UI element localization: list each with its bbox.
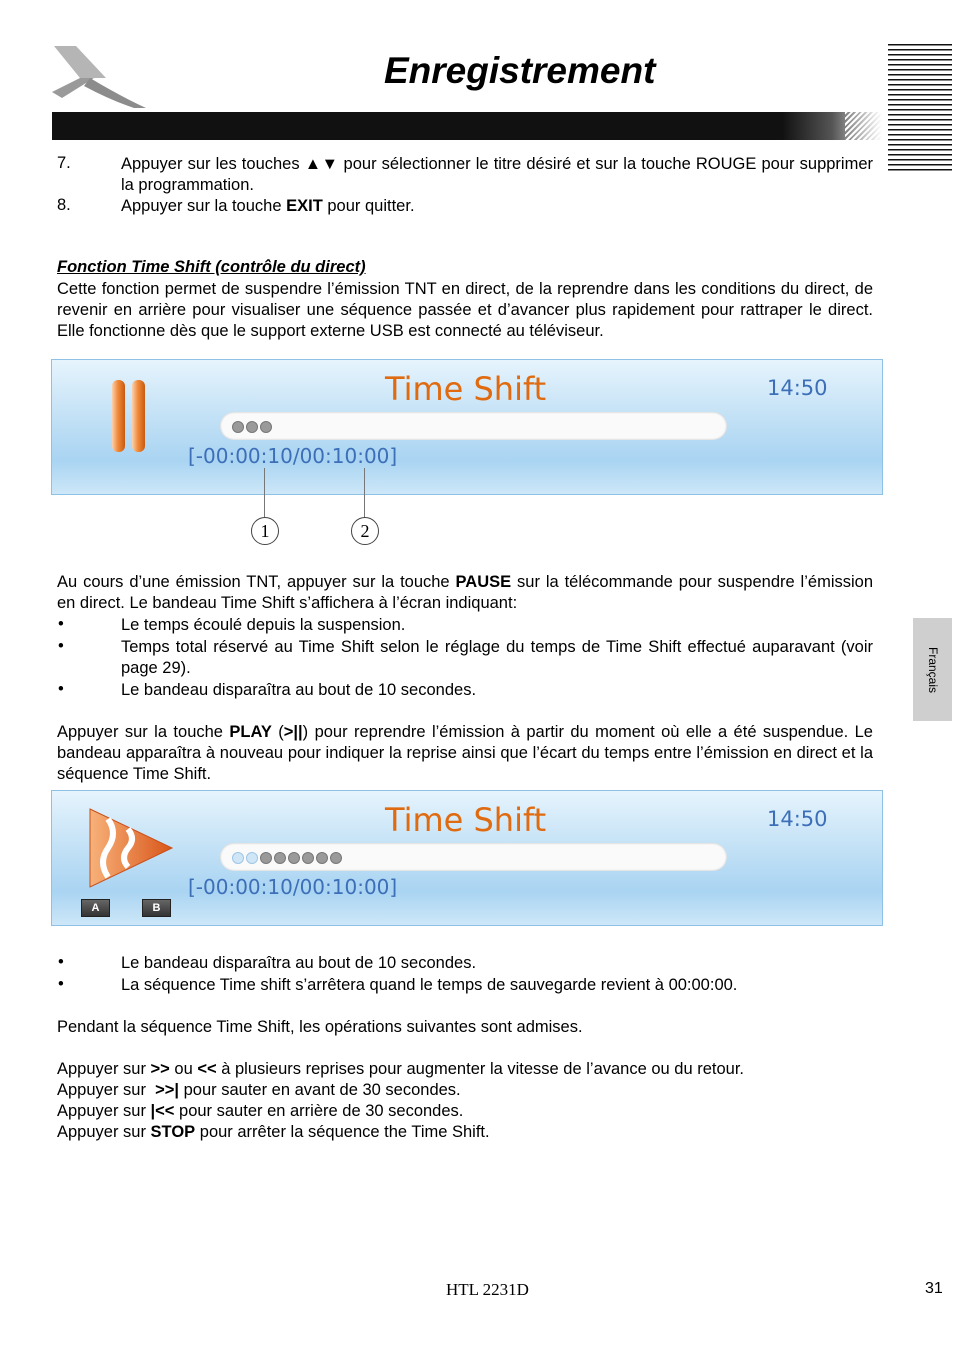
banner-title: Time Shift xyxy=(385,370,547,408)
header-stripes xyxy=(888,44,952,174)
callout-1: 1 xyxy=(251,517,279,545)
title-bar-hatch xyxy=(845,112,881,140)
time-range: [-00:00:10/00:10:00] xyxy=(188,875,398,899)
language-tab: Français xyxy=(913,618,952,721)
list-item: Le bandeau disparaîtra au bout de 10 secondes. xyxy=(121,681,477,699)
list-item: Le bandeau disparaîtra au bout de 10 secondes. xyxy=(121,954,477,972)
step-number: 7. xyxy=(57,154,71,172)
timeshift-banner-pause xyxy=(51,359,883,495)
op-line: Appuyer sur |<< pour sauter en arrière de 30 secondes. xyxy=(57,1102,464,1120)
bullet: • xyxy=(58,953,64,971)
model-name: HTL 2231D xyxy=(446,1280,529,1299)
banner-title: Time Shift xyxy=(385,801,547,839)
banner-clock: 14:50 xyxy=(767,376,828,400)
list-item: Le temps écoulé depuis la suspension. xyxy=(121,616,406,634)
play-icon xyxy=(86,805,176,891)
bullet: • xyxy=(58,975,64,993)
step-number: 8. xyxy=(57,196,71,214)
pause-icon xyxy=(112,380,125,452)
op-line: Appuyer sur STOP pour arrêter la séquence the Time Shift. xyxy=(57,1123,490,1141)
progress-bar xyxy=(220,843,727,871)
callout-2: 2 xyxy=(351,517,379,545)
step-text: Appuyer sur les touches ▲▼ pour sélectionner le titre désiré et sur la touche ROUGE pour supprimer la programmation. xyxy=(121,155,873,194)
timeshift-banner-play xyxy=(51,790,883,926)
key-b-button: B xyxy=(142,899,171,917)
time-range: [-00:00:10/00:10:00] xyxy=(188,444,398,468)
section-title: Fonction Time Shift (contrôle du direct) xyxy=(57,258,366,276)
key-a-button: A xyxy=(81,899,110,917)
pause-icon xyxy=(132,380,145,452)
pause-paragraph: Au cours d’une émission TNT, appuyer sur la touche PAUSE sur la télécommande pour suspendre l’émission en direct. Le bandeau Time Shift s’affichera à l’écran indiquant: xyxy=(57,573,873,612)
play-paragraph: Appuyer sur la touche PLAY (>||) pour reprendre l’émission à partir du moment où elle a été suspendue. Le bandeau apparaîtra à nouveau pour indiquer la reprise ainsi que l’écart du temps entre l’émission en direct et la séquence Time Shift. xyxy=(57,723,873,783)
page-number: 31 xyxy=(925,1280,943,1297)
bullet: • xyxy=(58,615,64,633)
page-title: Enregistrement xyxy=(384,50,656,91)
ops-intro: Pendant la séquence Time Shift, les opérations suivantes sont admises. xyxy=(57,1018,583,1036)
callout-line xyxy=(364,468,365,518)
callout-line xyxy=(264,468,265,518)
list-item: Temps total réservé au Time Shift selon le réglage du temps de Time Shift effectué auparavant (voir page 29). xyxy=(121,638,873,677)
bullet: • xyxy=(58,680,64,698)
title-bar xyxy=(52,112,882,140)
op-line: Appuyer sur >>| pour sauter en avant de 30 secondes. xyxy=(57,1081,461,1099)
brand-logo xyxy=(50,42,150,112)
bullet: • xyxy=(58,637,64,655)
list-item: La séquence Time shift s’arrêtera quand le temps de sauvegarde revient à 00:00:00. xyxy=(121,976,738,994)
op-line: Appuyer sur >> ou << à plusieurs reprises pour augmenter la vitesse de l’avance ou du retour. xyxy=(57,1060,745,1078)
intro-paragraph: Cette fonction permet de suspendre l’émission TNT en direct, de la reprendre dans les conditions du direct, de revenir en arrière pour visualiser une séquence passée et d’avancer plus rapidement pour rattraper le direct. Elle fonctionne dès que le support externe USB est connecté au téléviseur. xyxy=(57,280,873,340)
step-text: Appuyer sur la touche EXIT pour quitter. xyxy=(121,197,415,215)
banner-clock: 14:50 xyxy=(767,807,828,831)
progress-bar xyxy=(220,412,727,440)
